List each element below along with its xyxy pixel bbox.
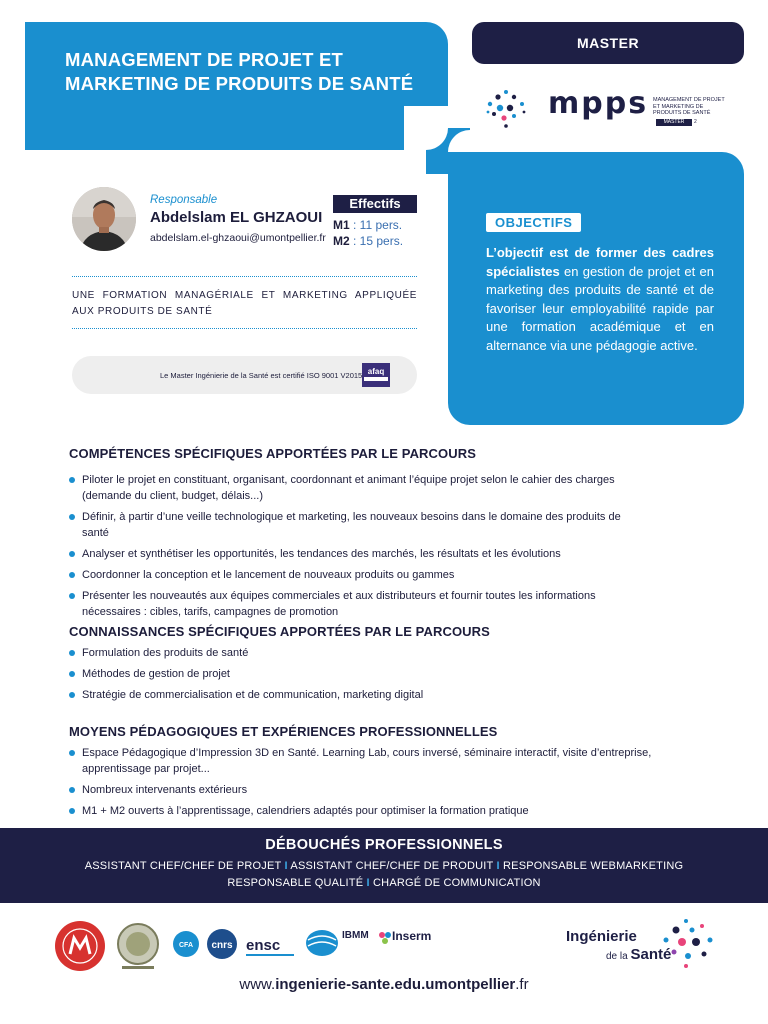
mpps-wordmark: mpps — [548, 86, 649, 121]
ingenierie-logo-small: de la — [606, 951, 631, 962]
list-item-text: M1 + M2 ouverts à l’apprentissage, calendriers adaptés pour optimiser la formation pratique — [82, 805, 529, 817]
mpps-logo-icon — [484, 84, 544, 134]
connaissances-title: CONNAISSANCES SPÉCIFIQUES APPORTÉES PAR LE PARCOURS — [69, 624, 490, 639]
debouche-item: ASSISTANT CHEF/CHEF DE PRODUIT — [290, 860, 494, 872]
separator: I — [366, 877, 370, 889]
ingenierie-logo-line1: Ingénierie — [566, 928, 637, 945]
list-item-text: Présenter les nouveautés aux équipes commerciales et aux distributeurs et fournir toutes les informations nécessaires : cibles, tarifs, campagnes de promotion — [82, 590, 596, 618]
list-item — [69, 782, 709, 798]
mpps-tag-level: 2 — [694, 119, 697, 125]
debouche-item: ASSISTANT CHEF/CHEF DE PROJET — [84, 860, 282, 872]
list-item-text: Stratégie de commercialisation et de communication, marketing digital — [82, 689, 424, 701]
objectifs-text-bold: L’objectif est de former des cadres spécialistes — [486, 245, 714, 279]
competences-title: COMPÉTENCES SPÉCIFIQUES APPORTÉES PAR LE PARCOURS — [69, 446, 476, 461]
debouches-line-2 — [0, 877, 768, 889]
master-badge: MASTER — [472, 22, 744, 64]
bullet-icon — [69, 787, 75, 793]
list-item — [69, 666, 709, 682]
list-item — [69, 803, 709, 819]
university-seal-icon — [54, 920, 106, 972]
bullet-icon — [69, 692, 75, 698]
effectifs-header: Effectifs — [333, 195, 417, 213]
page-title: MANAGEMENT DE PROJET ET MARKETING DE PRODUITS DE SANTÉ — [65, 49, 414, 94]
debouche-item: RESPONSABLE WEBMARKETING — [503, 860, 684, 872]
list-item-text: Définir, à partir d’une veille technologique et marketing, les nouveaux besoins dans le domaine des produits de santé — [82, 511, 621, 539]
list-item — [69, 687, 709, 703]
list-item-text: Espace Pédagogique d’Impression 3D en Santé. Learning Lab, cours inversé, séminaire interactif, visite d’entreprise, apprentissage par projet... — [82, 747, 652, 775]
inserm-icon — [378, 931, 392, 945]
ibmm-logo-text: IBMM — [342, 930, 369, 941]
competences-list — [69, 472, 629, 625]
responsable-role: Responsable — [150, 194, 218, 206]
bullet-icon — [69, 650, 75, 656]
formation-tagline: UNE FORMATION MANAGÉRIALE ET MARKETING APPLIQUÉE AUX PRODUITS DE SANTÉ — [72, 290, 417, 317]
cnrs-logo-icon — [206, 928, 238, 960]
divider — [72, 328, 417, 329]
person-photo-icon — [72, 187, 136, 251]
list-item-text: Coordonner la conception et le lancement de nouveaux produits ou gammes — [82, 569, 455, 581]
list-item — [69, 567, 629, 583]
debouche-item: RESPONSABLE QUALITÉ — [227, 877, 364, 889]
list-item-text: Analyser et synthétiser les opportunités, les tendances des marchés, les résultats et les évolutions — [82, 548, 561, 560]
objectifs-label: OBJECTIFS — [486, 213, 581, 232]
mpps-subtitle: MANAGEMENT DE PROJET ET MARKETING DE PRODUITS DE SANTÉ — [653, 97, 725, 116]
list-item-text: Nombreux intervenants extérieurs — [82, 784, 248, 796]
bullet-icon — [69, 671, 75, 677]
bullet-icon — [69, 808, 75, 814]
effectifs-m2-value: : 15 pers. — [349, 234, 404, 248]
cfa-logo-text: CFA — [179, 942, 193, 949]
list-item — [69, 588, 629, 620]
list-item — [69, 509, 629, 541]
avatar — [72, 187, 136, 251]
enscm-logo-icon — [244, 930, 300, 962]
debouches-title: DÉBOUCHÉS PROFESSIONNELS — [265, 837, 503, 853]
panel-connector-mask — [404, 106, 448, 150]
debouches-line-1 — [0, 860, 768, 872]
ingenierie-logo-big: Santé — [630, 946, 672, 963]
ibmm-globe-icon — [304, 928, 340, 958]
effectifs-m2 — [333, 234, 403, 248]
effectifs-m1-label: M1 — [333, 218, 350, 232]
effectifs-m2-label: M2 — [333, 234, 350, 248]
list-item-text: Piloter le projet en constituant, organisant, coordonnant et animant l’équipe projet selon le cahier des charges (demande du client, budget, délais...) — [82, 474, 615, 502]
effectifs-m1 — [333, 218, 402, 232]
bullet-icon — [69, 750, 75, 756]
cfa-logo-icon — [172, 930, 200, 958]
objectifs-text — [486, 244, 714, 355]
pharmacy-faculty-seal-icon — [112, 920, 164, 972]
responsable-name: Abdelslam EL GHZAOUI — [150, 209, 323, 226]
ingenierie-dots-icon — [658, 916, 720, 972]
responsable-email[interactable]: abdelslam.el-ghzaoui@umontpellier.fr — [150, 232, 326, 244]
list-item-text: Méthodes de gestion de projet — [82, 668, 230, 680]
list-item — [69, 546, 629, 562]
bullet-icon — [69, 572, 75, 578]
separator: I — [284, 860, 288, 872]
iso-text: Le Master Ingénierie de la Santé est certifié ISO 9001 V2015 — [160, 371, 363, 380]
debouche-item: CHARGÉ DE COMMUNICATION — [373, 877, 541, 889]
inserm-logo-text: Inserm — [392, 929, 432, 943]
list-item — [69, 645, 709, 661]
bullet-icon — [69, 593, 75, 599]
bullet-icon — [69, 477, 75, 483]
bullet-icon — [69, 551, 75, 557]
afaq-logo-icon — [362, 363, 390, 387]
list-item-text: Formulation des produits de santé — [82, 647, 249, 659]
url-prefix: www. — [239, 976, 276, 993]
objectifs-text-rest: en gestion de projet et en marketing des produits de santé et de favoriser leur employabilité rapide par une formation académique et en alternance via une pédagogie active. — [486, 263, 714, 353]
url-domain: ingenierie-sante.edu.umontpellier — [275, 976, 516, 993]
mpps-tag: MASTER — [656, 119, 692, 126]
cnrs-logo-text: cnrs — [211, 940, 233, 951]
list-item — [69, 472, 629, 504]
url-suffix: .fr — [515, 976, 529, 993]
moyens-list — [69, 745, 709, 824]
connaissances-list — [69, 645, 709, 708]
footer-website-link[interactable] — [0, 976, 768, 993]
divider — [72, 276, 417, 277]
moyens-title: MOYENS PÉDAGOGIQUES ET EXPÉRIENCES PROFESSIONNELLES — [69, 724, 498, 739]
list-item — [69, 745, 709, 777]
bullet-icon — [69, 514, 75, 520]
afaq-logo-text: afaq — [367, 367, 385, 376]
separator: I — [496, 860, 500, 872]
enscm-logo-text: ensc — [246, 937, 281, 954]
effectifs-m1-value: : 11 pers. — [349, 218, 403, 232]
